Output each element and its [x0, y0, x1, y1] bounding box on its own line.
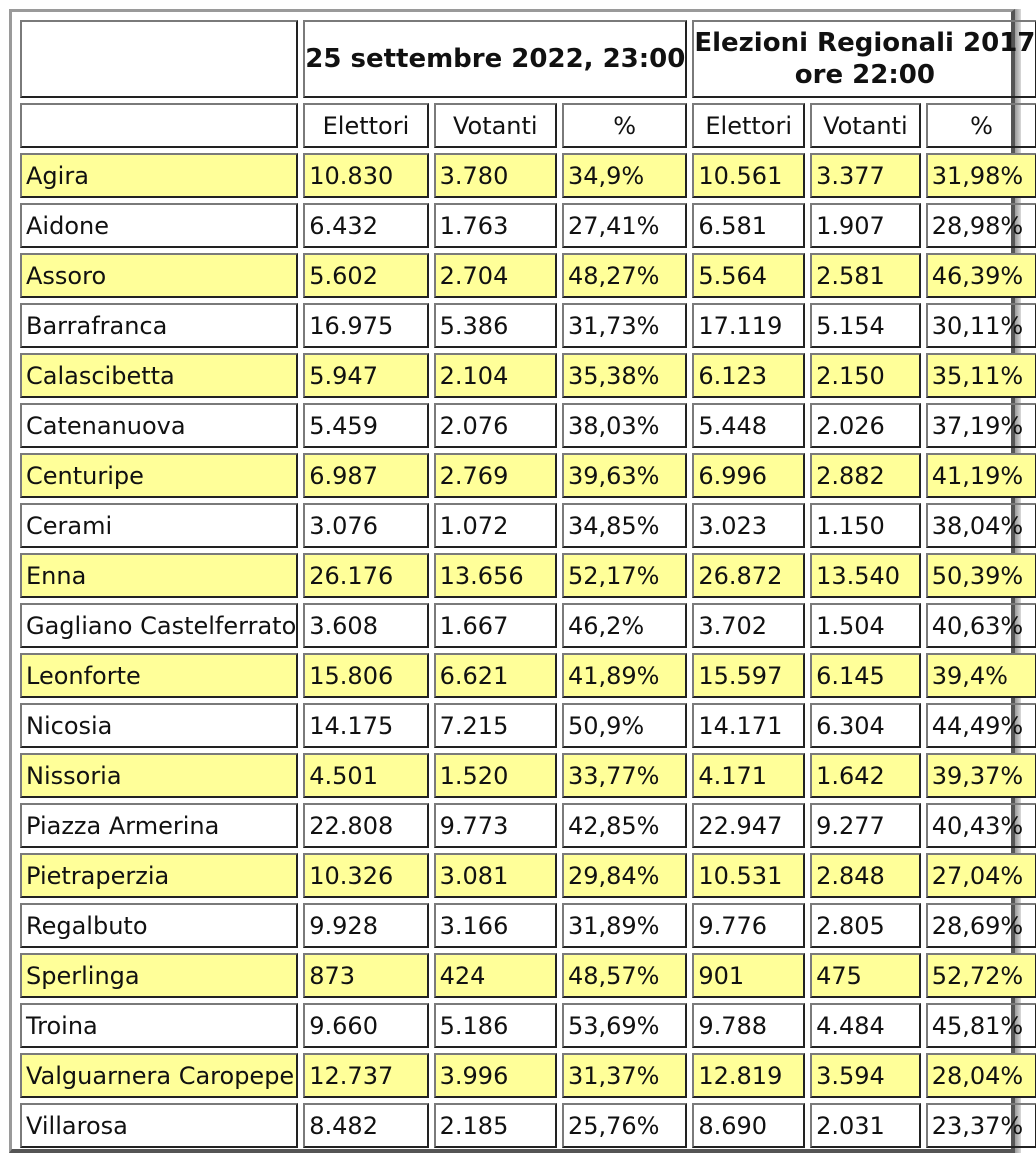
percent-2022-cell: 33,77% — [562, 753, 687, 798]
votanti-2017-cell: 2.882 — [810, 453, 921, 498]
votanti-2022-cell: 2.185 — [434, 1103, 557, 1148]
elettori-2017-cell: 901 — [692, 953, 805, 998]
elettori-2022-cell: 873 — [303, 953, 428, 998]
comune-cell: Barrafranca — [20, 303, 298, 348]
elettori-2022-cell: 6.432 — [303, 203, 428, 248]
votanti-2017-cell: 5.154 — [810, 303, 921, 348]
comune-cell: Villarosa — [20, 1103, 298, 1148]
comune-cell: Troina — [20, 1003, 298, 1048]
table-row — [20, 953, 1036, 998]
header-2022: 25 settembre 2022, 23:00 — [303, 20, 687, 98]
elettori-2022-cell: 15.806 — [303, 653, 428, 698]
percent-2017-cell: 52,72% — [926, 953, 1036, 998]
elettori-2022-cell: 26.176 — [303, 553, 428, 598]
elettori-2017-cell: 22.947 — [692, 803, 805, 848]
table-row — [20, 853, 1036, 898]
elettori-2022-cell: 16.975 — [303, 303, 428, 348]
percent-2022-cell: 31,89% — [562, 903, 687, 948]
votanti-2022-cell: 6.621 — [434, 653, 557, 698]
elettori-2017-cell: 6.123 — [692, 353, 805, 398]
votanti-2022-cell: 3.780 — [434, 153, 557, 198]
percent-2017-cell: 28,69% — [926, 903, 1036, 948]
percent-2017-cell: 50,39% — [926, 553, 1036, 598]
votanti-2022-cell: 1.763 — [434, 203, 557, 248]
votanti-2017-cell: 13.540 — [810, 553, 921, 598]
elettori-2022-cell: 10.830 — [303, 153, 428, 198]
table-row — [20, 553, 1036, 598]
votanti-2017-cell: 1.504 — [810, 603, 921, 648]
elettori-2022-cell: 5.602 — [303, 253, 428, 298]
table-row — [20, 603, 1036, 648]
votanti-2017-cell: 2.581 — [810, 253, 921, 298]
elettori-2017-cell: 26.872 — [692, 553, 805, 598]
table-row — [20, 703, 1036, 748]
elettori-2022-cell: 3.076 — [303, 503, 428, 548]
elettori-2017-cell: 17.119 — [692, 303, 805, 348]
votanti-2017-cell: 475 — [810, 953, 921, 998]
percent-2022-cell: 48,27% — [562, 253, 687, 298]
comune-cell: Nissoria — [20, 753, 298, 798]
percent-2022-cell: 48,57% — [562, 953, 687, 998]
votanti-2017-cell: 2.848 — [810, 853, 921, 898]
column-header-elettori-2017: Elettori — [692, 103, 805, 148]
comune-cell: Leonforte — [20, 653, 298, 698]
comune-cell: Piazza Armerina — [20, 803, 298, 848]
table-row — [20, 1103, 1036, 1148]
percent-2022-cell: 52,17% — [562, 553, 687, 598]
elettori-2022-cell: 9.928 — [303, 903, 428, 948]
percent-2017-cell: 27,04% — [926, 853, 1036, 898]
votanti-2017-cell: 6.304 — [810, 703, 921, 748]
table-row — [20, 503, 1036, 548]
comune-cell: Agira — [20, 153, 298, 198]
comune-cell: Sperlinga — [20, 953, 298, 998]
elettori-2017-cell: 6.581 — [692, 203, 805, 248]
header-empty-cell — [20, 103, 298, 148]
comune-cell: Gagliano Castelferrato — [20, 603, 298, 648]
votanti-2022-cell: 3.996 — [434, 1053, 557, 1098]
votanti-2022-cell: 2.076 — [434, 403, 557, 448]
elettori-2017-cell: 4.171 — [692, 753, 805, 798]
table-row — [20, 453, 1036, 498]
percent-2022-cell: 31,37% — [562, 1053, 687, 1098]
votanti-2022-cell: 1.520 — [434, 753, 557, 798]
percent-2022-cell: 42,85% — [562, 803, 687, 848]
elettori-2017-cell: 9.776 — [692, 903, 805, 948]
elettori-2022-cell: 5.947 — [303, 353, 428, 398]
elettori-2017-cell: 12.819 — [692, 1053, 805, 1098]
percent-2022-cell: 53,69% — [562, 1003, 687, 1048]
percent-2017-cell: 28,04% — [926, 1053, 1036, 1098]
elettori-2017-cell: 10.531 — [692, 853, 805, 898]
elettori-2017-cell: 5.564 — [692, 253, 805, 298]
votanti-2022-cell: 1.667 — [434, 603, 557, 648]
table-row — [20, 753, 1036, 798]
column-header-percent-2017: % — [926, 103, 1036, 148]
percent-2017-cell: 28,98% — [926, 203, 1036, 248]
table-row — [20, 353, 1036, 398]
votanti-2022-cell: 2.104 — [434, 353, 557, 398]
percent-2022-cell: 34,9% — [562, 153, 687, 198]
percent-2017-cell: 38,04% — [926, 503, 1036, 548]
table-row — [20, 903, 1036, 948]
column-header-votanti-2022: Votanti — [434, 103, 557, 148]
table-row — [20, 253, 1036, 298]
table-row — [20, 1003, 1036, 1048]
header-2017 — [692, 20, 1036, 98]
comune-cell: Assoro — [20, 253, 298, 298]
elettori-2022-cell: 5.459 — [303, 403, 428, 448]
header-empty-cell — [20, 20, 298, 98]
comune-cell: Centuripe — [20, 453, 298, 498]
votanti-2022-cell: 13.656 — [434, 553, 557, 598]
elettori-2022-cell: 6.987 — [303, 453, 428, 498]
table-row — [20, 1053, 1036, 1098]
percent-2017-cell: 35,11% — [926, 353, 1036, 398]
percent-2022-cell: 29,84% — [562, 853, 687, 898]
elettori-2017-cell: 14.171 — [692, 703, 805, 748]
table-row — [20, 403, 1036, 448]
votanti-2017-cell: 4.484 — [810, 1003, 921, 1048]
header-row-groups — [20, 20, 1036, 98]
percent-2017-cell: 40,43% — [926, 803, 1036, 848]
percent-2022-cell: 27,41% — [562, 203, 687, 248]
votanti-2022-cell: 5.386 — [434, 303, 557, 348]
comune-cell: Aidone — [20, 203, 298, 248]
elettori-2022-cell: 4.501 — [303, 753, 428, 798]
votanti-2017-cell: 3.594 — [810, 1053, 921, 1098]
votanti-2017-cell: 2.031 — [810, 1103, 921, 1148]
percent-2022-cell: 31,73% — [562, 303, 687, 348]
votanti-2017-cell: 9.277 — [810, 803, 921, 848]
votanti-2017-cell: 3.377 — [810, 153, 921, 198]
votanti-2022-cell: 9.773 — [434, 803, 557, 848]
comune-cell: Catenanuova — [20, 403, 298, 448]
column-header-votanti-2017: Votanti — [810, 103, 921, 148]
votanti-2022-cell: 424 — [434, 953, 557, 998]
elettori-2017-cell: 3.702 — [692, 603, 805, 648]
percent-2017-cell: 23,37% — [926, 1103, 1036, 1148]
votanti-2017-cell: 6.145 — [810, 653, 921, 698]
votanti-2022-cell: 3.081 — [434, 853, 557, 898]
votanti-2017-cell: 1.907 — [810, 203, 921, 248]
votanti-2022-cell: 2.704 — [434, 253, 557, 298]
elettori-2017-cell: 5.448 — [692, 403, 805, 448]
elettori-2017-cell: 10.561 — [692, 153, 805, 198]
votanti-2022-cell: 7.215 — [434, 703, 557, 748]
comune-cell: Nicosia — [20, 703, 298, 748]
table-row — [20, 303, 1036, 348]
percent-2022-cell: 46,2% — [562, 603, 687, 648]
table-row — [20, 203, 1036, 248]
votanti-2017-cell: 1.150 — [810, 503, 921, 548]
votanti-2017-cell: 1.642 — [810, 753, 921, 798]
percent-2022-cell: 35,38% — [562, 353, 687, 398]
percent-2022-cell: 34,85% — [562, 503, 687, 548]
percent-2022-cell: 50,9% — [562, 703, 687, 748]
votanti-2017-cell: 2.150 — [810, 353, 921, 398]
votanti-2022-cell: 1.072 — [434, 503, 557, 548]
header-2017-line1: Elezioni Regionali 2017 — [694, 28, 1036, 58]
elettori-2022-cell: 12.737 — [303, 1053, 428, 1098]
percent-2017-cell: 44,49% — [926, 703, 1036, 748]
comune-cell: Calascibetta — [20, 353, 298, 398]
percent-2017-cell: 40,63% — [926, 603, 1036, 648]
elettori-2022-cell: 14.175 — [303, 703, 428, 748]
elettori-2022-cell: 10.326 — [303, 853, 428, 898]
elettori-2022-cell: 8.482 — [303, 1103, 428, 1148]
elettori-2017-cell: 8.690 — [692, 1103, 805, 1148]
votanti-2017-cell: 2.805 — [810, 903, 921, 948]
elettori-2017-cell: 15.597 — [692, 653, 805, 698]
elettori-2022-cell: 3.608 — [303, 603, 428, 648]
percent-2022-cell: 25,76% — [562, 1103, 687, 1148]
comune-cell: Cerami — [20, 503, 298, 548]
votanti-2022-cell: 2.769 — [434, 453, 557, 498]
percent-2022-cell: 39,63% — [562, 453, 687, 498]
percent-2017-cell: 37,19% — [926, 403, 1036, 448]
elettori-2017-cell: 3.023 — [692, 503, 805, 548]
percent-2017-cell: 45,81% — [926, 1003, 1036, 1048]
comune-cell: Pietraperzia — [20, 853, 298, 898]
percent-2017-cell: 41,19% — [926, 453, 1036, 498]
header-row-columns — [20, 103, 1036, 148]
votanti-2022-cell: 3.166 — [434, 903, 557, 948]
comune-cell: Valguarnera Caropepe — [20, 1053, 298, 1098]
percent-2022-cell: 41,89% — [562, 653, 687, 698]
comune-cell: Regalbuto — [20, 903, 298, 948]
percent-2022-cell: 38,03% — [562, 403, 687, 448]
table-row — [20, 653, 1036, 698]
percent-2017-cell: 39,4% — [926, 653, 1036, 698]
percent-2017-cell: 31,98% — [926, 153, 1036, 198]
votanti-2022-cell: 5.186 — [434, 1003, 557, 1048]
column-header-percent-2022: % — [562, 103, 687, 148]
percent-2017-cell: 39,37% — [926, 753, 1036, 798]
table-row — [20, 153, 1036, 198]
turnout-table — [15, 15, 1036, 1153]
elettori-2017-cell: 6.996 — [692, 453, 805, 498]
header-2017-line2: ore 22:00 — [794, 60, 935, 90]
comune-cell: Enna — [20, 553, 298, 598]
elettori-2017-cell: 9.788 — [692, 1003, 805, 1048]
percent-2017-cell: 46,39% — [926, 253, 1036, 298]
votanti-2017-cell: 2.026 — [810, 403, 921, 448]
elettori-2022-cell: 22.808 — [303, 803, 428, 848]
table-row — [20, 803, 1036, 848]
elettori-2022-cell: 9.660 — [303, 1003, 428, 1048]
percent-2017-cell: 30,11% — [926, 303, 1036, 348]
column-header-elettori-2022: Elettori — [303, 103, 428, 148]
